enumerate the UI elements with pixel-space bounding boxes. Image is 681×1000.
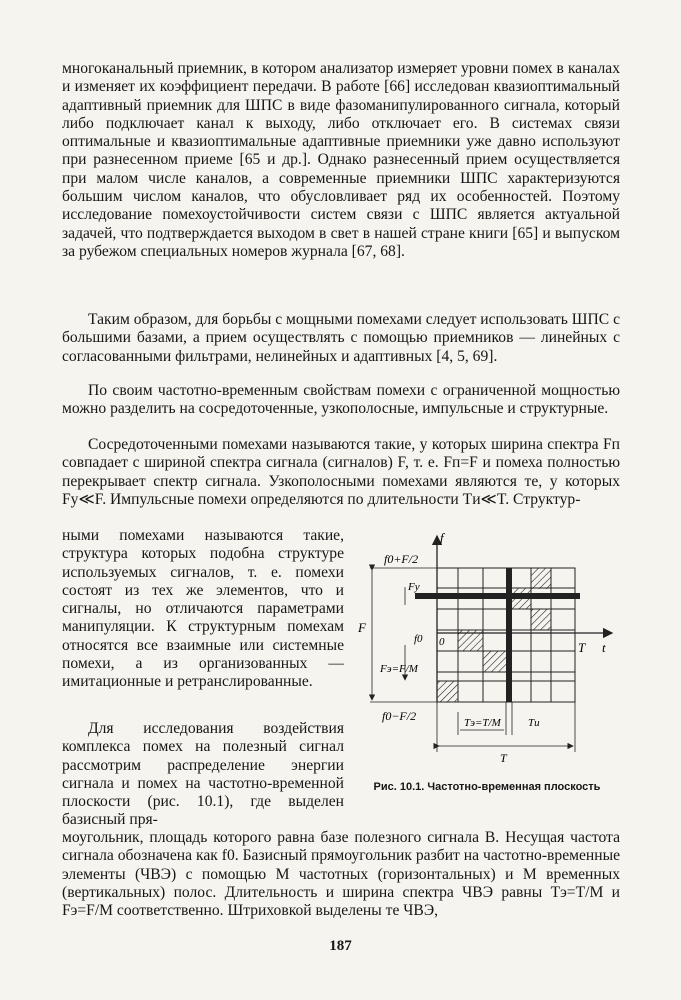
hatched-cell: [531, 568, 551, 589]
paragraph-4: Сосредоточенными помехами называются такие, у которых ширина спектра Fп совпадает с шириной спектра сигнала (сигналов) F, т. е. Fп=F и помеха полностью перекрывает спектр сигнала. Узкополосными помехами являются те, у которых Fу≪F. Импульсные помехи определяются по длительности Tи≪T. Структур-: [62, 436, 620, 508]
narrowband-width-label: Fу: [408, 581, 420, 593]
origin-label: 0: [439, 636, 445, 648]
bandwidth-label: F: [358, 620, 366, 635]
figure-caption: Рис. 10.1. Частотно-временная плоскость: [373, 781, 601, 793]
top-frequency-label: f0+F/2: [384, 552, 419, 566]
figure-time-frequency-plane: [350, 530, 620, 775]
T-axis-label: T: [578, 640, 586, 655]
paragraph-7: моугольник, площадь которого равна базе полезного сигнала B. Несущая частота сигнала обозначена как f0. Базисный прямоугольник разбит на частотно-временные элементы (ЧВЭ) с помощью M частотных (горизонтальных) и M временных (вертикальных) полос. Длительность и ширина спектра ЧВЭ равны Tэ=T/M и Fэ=F/M соответственно. Штриховкой выделены те ЧВЭ,: [62, 829, 620, 920]
paragraph-6: Для исследования воздействия комплекса помех на полезный сигнал рассмотрим распределение энергии сигнала и помех на частотно-временной плоскости (рис. 10.1), где выделен базисный пря-: [62, 720, 344, 829]
page-number: 187: [329, 938, 352, 954]
bottom-frequency-label: f0−F/2: [382, 709, 417, 723]
pulse-duration-label: Tи: [528, 717, 540, 729]
f-axis-label: f: [440, 530, 444, 545]
t-axis-label: t: [602, 640, 606, 655]
duration-label: T: [500, 751, 507, 765]
pulse-band: [506, 568, 512, 702]
paragraph-2: Таким образом, для борьбы с мощными помехами следует использовать ШПС с большими базами, а прием осуществлять с помощью приемников — линейных с согласованными фильтрами, нелинейных и адаптивных [4, 5, 69].: [62, 311, 620, 365]
element-bandwidth-label: Fэ=F/M: [380, 663, 418, 675]
hatched-cell: [531, 609, 551, 630]
hatched-cell: [437, 681, 458, 702]
carrier-label: f0: [414, 633, 423, 645]
paragraph-3: По своим частотно-временным свойствам помехи с ограниченной мощностью можно разделить на сосредоточенные, узкополосные, импульсные и структурные.: [62, 382, 620, 418]
paragraph-5: ными помехами называются такие, структура которых подобна структуре используемых сигналов, т. е. помехи состоят из тех же элементов, что и сигналы, но отличаются параметрами манипуляции. К структурным помехам относятся все взаимные или системные помехи, а из организованных — имитационные и ретранслированные.: [62, 527, 344, 691]
narrowband-band: [415, 593, 580, 599]
paragraph-1: многоканальный приемник, в котором анализатор измеряет уровни помех в каналах и изменяет их коэффициент передачи. В работе [66] исследован квазиоптимальный адаптивный приемник для ШПС в виде фазоманипулированного сигнала, который либо подключает канал к выходу, либо отключает его. В системах связи оптимальные и квазиоптимальные адаптивные приемники уже давно используют при разнесенном приеме [65 и др.]. Однако разнесенный прием осуществляется при малом числе каналов, а современные приемники ШПС характеризуются большим числом каналов, что обусловливает ряд их особенностей. Поэтому исследование помехоустойчивости систем связи с ШПС является актуальной задачей, что подтверждается выходом в свет в нашей стране книги [65] и выпуском за рубежом специальных номеров журнала [67, 68].: [62, 60, 620, 260]
element-duration-label: Tэ=T/M: [464, 717, 501, 729]
